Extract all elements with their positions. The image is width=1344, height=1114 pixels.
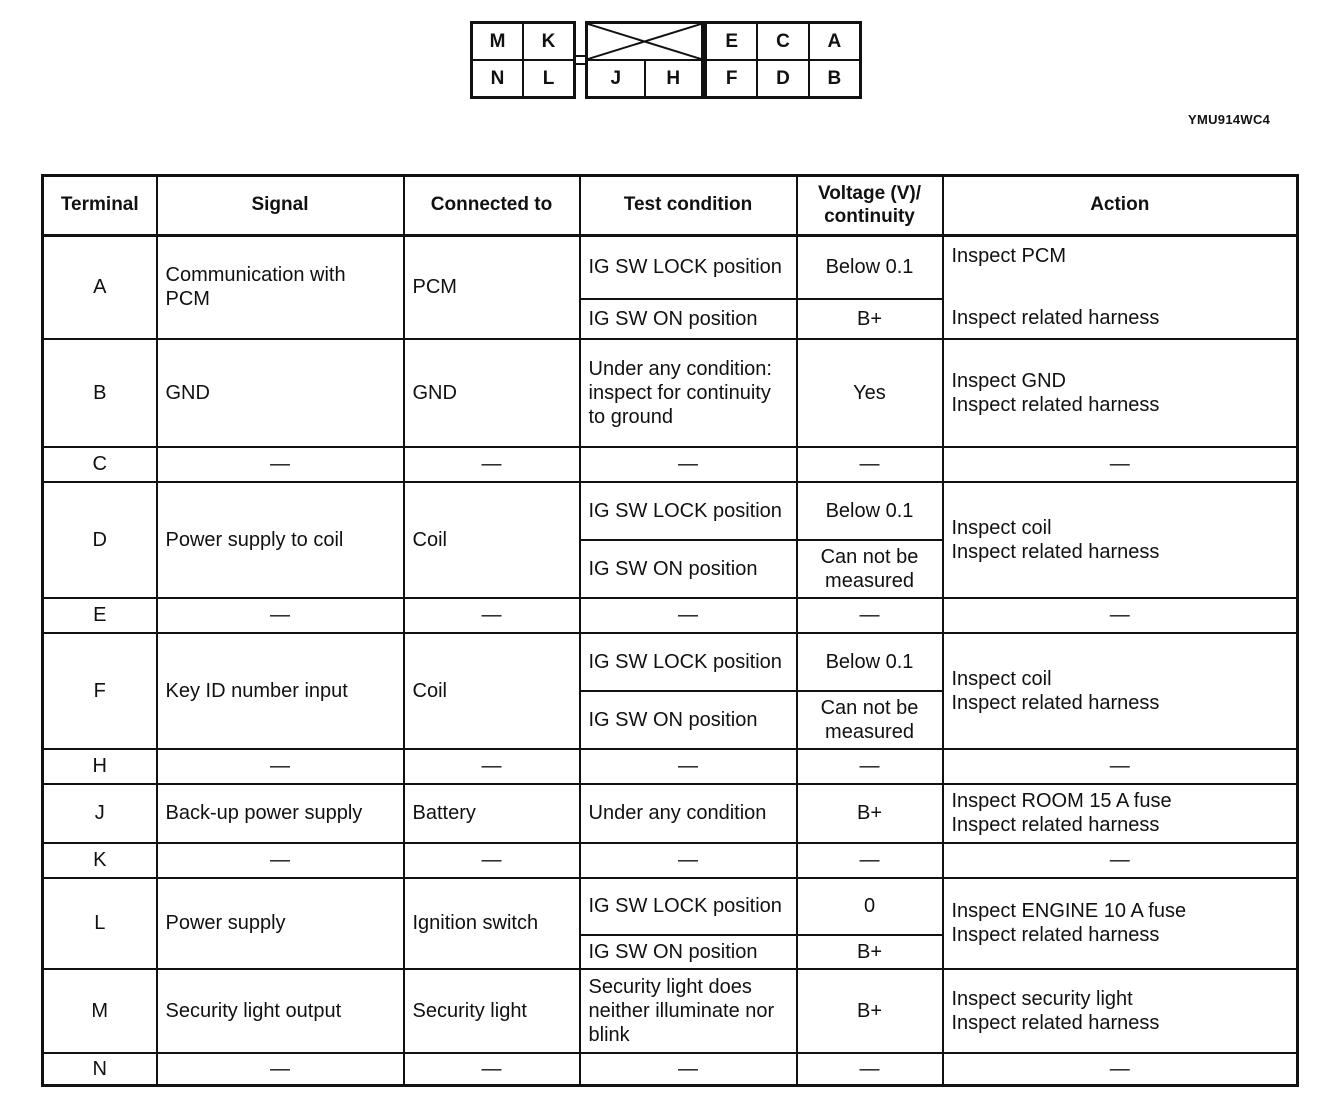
dash-cell: — <box>157 447 404 482</box>
condition-cell: IG SW LOCK position <box>580 236 797 299</box>
terminal-cell: J <box>43 784 157 843</box>
terminal-cell: H <box>43 749 157 784</box>
dash-cell: — <box>157 598 404 633</box>
dash-cell: — <box>580 843 797 878</box>
pin-n: N <box>472 60 523 97</box>
connector-right-block <box>704 21 862 99</box>
voltage-cell: B+ <box>797 784 943 843</box>
voltage-cell: 0 <box>797 878 943 935</box>
condition-cell: Under any condition: inspect for continuity to ground <box>580 339 797 447</box>
condition-cell: Under any condition <box>580 784 797 843</box>
terminal-cell: D <box>43 482 157 598</box>
table-row <box>43 843 1298 878</box>
dash-cell: — <box>157 1053 404 1086</box>
condition-cell: IG SW LOCK position <box>580 633 797 691</box>
dash-cell: — <box>797 1053 943 1086</box>
terminal-table <box>41 174 1299 1087</box>
pin-e: E <box>706 23 757 60</box>
action-cell: Inspect PCM Inspect related harness <box>943 236 1298 339</box>
table-row <box>43 598 1298 633</box>
table-row <box>43 236 1298 299</box>
dash-cell: — <box>580 447 797 482</box>
signal-cell: GND <box>157 339 404 447</box>
condition-cell: IG SW ON position <box>580 691 797 749</box>
figure-id: YMU914WC4 <box>1188 112 1271 127</box>
connected-cell: GND <box>404 339 580 447</box>
signal-cell: Key ID number input <box>157 633 404 749</box>
condition-cell: IG SW LOCK position <box>580 878 797 935</box>
dash-cell: — <box>797 598 943 633</box>
connector-mid-block <box>585 21 704 99</box>
connector-diagram <box>470 21 862 99</box>
dash-cell: — <box>797 843 943 878</box>
dash-cell: — <box>157 749 404 784</box>
header-signal: Signal <box>157 176 404 236</box>
condition-cell: Security light does neither illuminate nor blink <box>580 969 797 1053</box>
dash-cell: — <box>580 749 797 784</box>
dash-cell: — <box>943 749 1298 784</box>
pin-a: A <box>809 23 860 60</box>
dash-cell: — <box>943 598 1298 633</box>
connected-cell: Ignition switch <box>404 878 580 969</box>
pin-h: H <box>645 60 703 97</box>
pin-j: J <box>587 60 645 97</box>
pin-b: B <box>809 60 860 97</box>
connector-left-block <box>470 21 576 99</box>
header-connected-to: Connected to <box>404 176 580 236</box>
dash-cell: — <box>404 598 580 633</box>
dash-cell: — <box>943 447 1298 482</box>
voltage-cell: Can not be measured <box>797 691 943 749</box>
voltage-cell: Yes <box>797 339 943 447</box>
table-header <box>43 176 1298 236</box>
terminal-cell: A <box>43 236 157 339</box>
voltage-cell: Below 0.1 <box>797 236 943 299</box>
voltage-cell: B+ <box>797 969 943 1053</box>
dash-cell: — <box>797 749 943 784</box>
terminal-cell: L <box>43 878 157 969</box>
connected-cell: Coil <box>404 482 580 598</box>
table-row <box>43 969 1298 1053</box>
terminal-cell: K <box>43 843 157 878</box>
dash-cell: — <box>580 1053 797 1086</box>
dash-cell: — <box>404 843 580 878</box>
action-cell: Inspect security light Inspect related harness <box>943 969 1298 1053</box>
table-row <box>43 633 1298 691</box>
table-row <box>43 482 1298 540</box>
pin-c: C <box>757 23 808 60</box>
connected-cell: Security light <box>404 969 580 1053</box>
connected-cell: Coil <box>404 633 580 749</box>
pin-l: L <box>523 60 574 97</box>
table-row <box>43 749 1298 784</box>
condition-cell: IG SW ON position <box>580 540 797 598</box>
action-cell: Inspect coil Inspect related harness <box>943 633 1298 749</box>
header-test-condition: Test condition <box>580 176 797 236</box>
terminal-cell: E <box>43 598 157 633</box>
dash-cell: — <box>943 1053 1298 1086</box>
pin-m: M <box>472 23 523 60</box>
condition-cell: IG SW ON position <box>580 299 797 339</box>
dash-cell: — <box>404 1053 580 1086</box>
dash-cell: — <box>797 447 943 482</box>
voltage-cell: Can not be measured <box>797 540 943 598</box>
connected-cell: Battery <box>404 784 580 843</box>
voltage-cell: Below 0.1 <box>797 482 943 540</box>
action-cell: Inspect ENGINE 10 A fuse Inspect related harness <box>943 878 1298 969</box>
header-voltage: Voltage (V)/ continuity <box>797 176 943 236</box>
voltage-cell: B+ <box>797 299 943 339</box>
header-terminal: Terminal <box>43 176 157 236</box>
signal-cell: Power supply to coil <box>157 482 404 598</box>
action-cell: Inspect GND Inspect related harness <box>943 339 1298 447</box>
blank-pin-cross <box>587 23 702 60</box>
dash-cell: — <box>404 749 580 784</box>
table-row <box>43 1053 1298 1086</box>
condition-cell: IG SW LOCK position <box>580 482 797 540</box>
signal-cell: Security light output <box>157 969 404 1053</box>
signal-cell: Power supply <box>157 878 404 969</box>
pin-k: K <box>523 23 574 60</box>
terminal-cell: M <box>43 969 157 1053</box>
signal-cell: Back-up power supply <box>157 784 404 843</box>
table-row <box>43 447 1298 482</box>
pin-f: F <box>706 60 757 97</box>
terminal-cell: N <box>43 1053 157 1086</box>
terminal-cell: F <box>43 633 157 749</box>
connected-cell: PCM <box>404 236 580 339</box>
dash-cell: — <box>404 447 580 482</box>
table-row <box>43 339 1298 447</box>
table-row <box>43 878 1298 935</box>
table-row <box>43 784 1298 843</box>
dash-cell: — <box>943 843 1298 878</box>
terminal-cell: B <box>43 339 157 447</box>
action-cell: Inspect ROOM 15 A fuse Inspect related harness <box>943 784 1298 843</box>
voltage-cell: Below 0.1 <box>797 633 943 691</box>
action-cell: Inspect coil Inspect related harness <box>943 482 1298 598</box>
pin-d: D <box>757 60 808 97</box>
signal-cell: Communication with PCM <box>157 236 404 339</box>
condition-cell: IG SW ON position <box>580 935 797 969</box>
terminal-cell: C <box>43 447 157 482</box>
header-action: Action <box>943 176 1298 236</box>
dash-cell: — <box>157 843 404 878</box>
voltage-cell: B+ <box>797 935 943 969</box>
dash-cell: — <box>580 598 797 633</box>
